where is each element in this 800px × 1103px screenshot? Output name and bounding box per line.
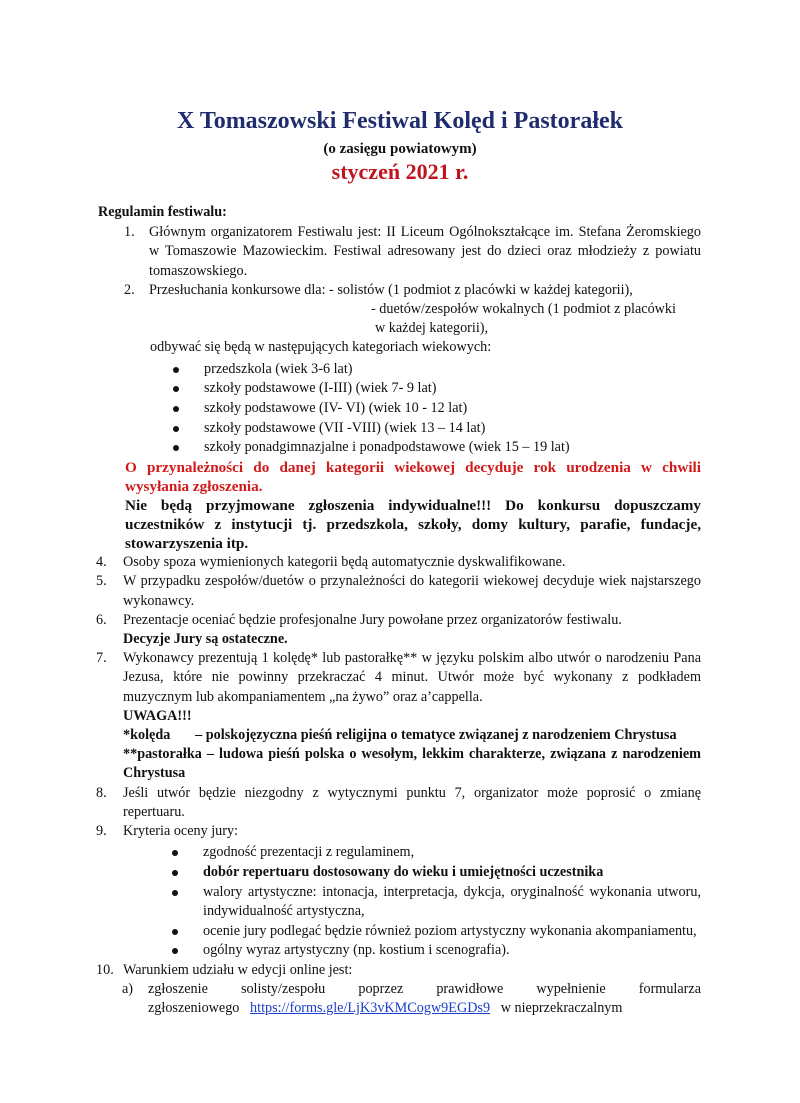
rule-number: 9.	[96, 822, 107, 839]
rule-item-9	[96, 822, 701, 841]
registration-form-link[interactable]: https://forms.gle/LjK3vKMCogw9EGDs9	[250, 1000, 491, 1017]
rule-2-line-1: Przesłuchania konkursowe dla: - solistów (1 podmiot z placówki w każdej kategorii),	[149, 281, 633, 298]
rule-item-8	[96, 784, 701, 822]
age-category-item: przedszkola (wiek 3-6 lat)	[173, 360, 701, 379]
jury-decision-note: Decyzje Jury są ostateczne.	[123, 630, 288, 647]
bullet-icon	[173, 386, 179, 392]
institutions-note: Nie będą przyjmowane zgłoszenia indywidualne!!! Do konkursu dopuszczamy uczestników z instytucji tj. przedszkola, szkoły, domy kultury, parafie, fundacje, stowarzyszenia itp.	[125, 497, 701, 553]
sub-letter: a)	[122, 981, 134, 998]
rule-number: 7.	[96, 650, 107, 667]
rule-item-2	[124, 281, 701, 339]
rule-item-1	[124, 223, 701, 281]
definition-koleda: *kolęda – polskojęzyczna pieśń religijna o tematyce związanej z narodzeniem Chrystusa	[123, 726, 677, 743]
rule-2-line-2: - duetów/zespołów wokalnych (1 podmiot z placówki	[371, 301, 676, 318]
rule-text: Kryteria oceny jury:	[123, 822, 239, 839]
age-category-item: szkoły ponadgimnazjalne i ponadpodstawowe (wiek 15 – 19 lat)	[173, 438, 701, 457]
bullet-icon	[172, 890, 178, 896]
festival-title: X Tomaszowski Festiwal Kolęd i Pastorałek	[176, 108, 623, 134]
rules-body	[98, 203, 701, 1019]
bullet-icon	[173, 445, 179, 451]
rule-text: Wykonawcy prezentują 1 kolędę* lub pastorałkę** w języku polskim albo utwór o narodzeniu Pana Jezusa, które nie powinny przekraczać 4 minut. Utwór może być wykonany z podkładem muzycznym lub akompaniamentem „na żywo” oraz a’cappella.	[123, 650, 701, 705]
criteria-item: dobór repertuaru dostosowany do wieku i umiejętności uczestnika	[172, 863, 701, 882]
bullet-icon	[173, 406, 179, 412]
bullet-icon	[172, 870, 178, 876]
rule-number: 10.	[96, 961, 114, 978]
rule-text: Prezentacje oceniać będzie profesjonalne Jury powołane przez organizatorów festiwalu.	[123, 611, 622, 628]
rules-heading: Regulamin festiwalu:	[98, 204, 227, 220]
age-categories-list	[98, 360, 701, 458]
rule-number: 4.	[96, 554, 107, 571]
festival-date: styczeń 2021 r.	[331, 159, 469, 184]
bullet-icon	[173, 426, 179, 432]
age-category-note: O przynależności do danej kategorii wiekowej decyduje rok urodzenia w chwili wysyłania zgłoszenia.	[125, 459, 701, 496]
rule-text: Jeśli utwór będzie niezgodny z wytycznymi punktu 7, organizator może poprosić o zmianę repertuaru.	[123, 784, 701, 820]
bullet-icon	[172, 929, 178, 935]
bullet-icon	[172, 948, 178, 954]
uwaga-label: UWAGA!!!	[123, 707, 192, 724]
bullet-icon	[173, 367, 179, 373]
festival-subtitle: (o zasięgu powiatowym)	[323, 141, 477, 157]
criteria-item: zgodność prezentacji z regulaminem,	[172, 843, 701, 862]
bullet-icon	[172, 850, 178, 856]
rule-text: W przypadku zespołów/duetów o przynależności do kategorii wiekowej decyduje wiek najstarszego wykonawcy.	[123, 573, 701, 609]
age-category-item: szkoły podstawowe (I-III) (wiek 7- 9 lat)	[173, 379, 701, 398]
rule-number: 1.	[124, 224, 135, 241]
rule-text: Głównym organizatorem Festiwalu jest: II Liceum Ogólnokształcące im. Stefana Żeromskiego w Tomaszowie Mazowieckim. Festiwal adresowany jest do dzieci oraz młodzieży z powiatu tomaszowskiego.	[149, 224, 701, 279]
rule-number: 8.	[96, 784, 107, 801]
rule-number: 2.	[124, 281, 135, 298]
rule-2-line-4: odbywać się będą w następujących kategoriach wiekowych:	[150, 339, 492, 356]
rule-item-7	[96, 649, 701, 783]
rule-item-6	[96, 611, 701, 649]
rule-number: 5.	[96, 573, 107, 590]
rule-item-4	[96, 553, 701, 572]
definition-pastoralka: **pastorałka – ludowa pieśń polska o wesołym, lekkim charakterze, związana z narodzeniem Chrystusa	[123, 746, 701, 782]
age-category-item: szkoły podstawowe (IV- VI) (wiek 10 - 12 lat)	[173, 399, 701, 418]
rule-number: 6.	[96, 611, 107, 628]
rule-10-sub-a: a) zgłoszenie solisty/zespołu poprzez prawidłowe wypełnienie formularza zgłoszeniowego https://forms.gle/LjK3vKMCogw9EGDs9 w nieprzekraczalnym	[122, 981, 701, 1017]
criteria-item: walory artystyczne: intonacja, interpretacja, dykcja, oryginalność wykonania utworu, indywidualność artystyczna,	[172, 883, 701, 921]
criteria-item: ocenie jury podlegać będzie również poziom artystyczny wykonania akompaniamentu,	[172, 922, 701, 941]
rule-text: Warunkiem udziału w edycji online jest:	[123, 961, 353, 978]
rule-item-10	[96, 961, 701, 980]
age-category-item: szkoły podstawowe (VII -VIII) (wiek 13 – 14 lat)	[173, 419, 701, 438]
criteria-item: ogólny wyraz artystyczny (np. kostium i scenografia).	[172, 941, 701, 960]
jury-criteria-list	[98, 843, 701, 960]
rule-2-line-3: w każdej kategorii),	[375, 320, 489, 337]
rule-text: Osoby spoza wymienionych kategorii będą automatycznie dyskwalifikowane.	[123, 554, 566, 571]
rule-item-5	[96, 572, 701, 610]
